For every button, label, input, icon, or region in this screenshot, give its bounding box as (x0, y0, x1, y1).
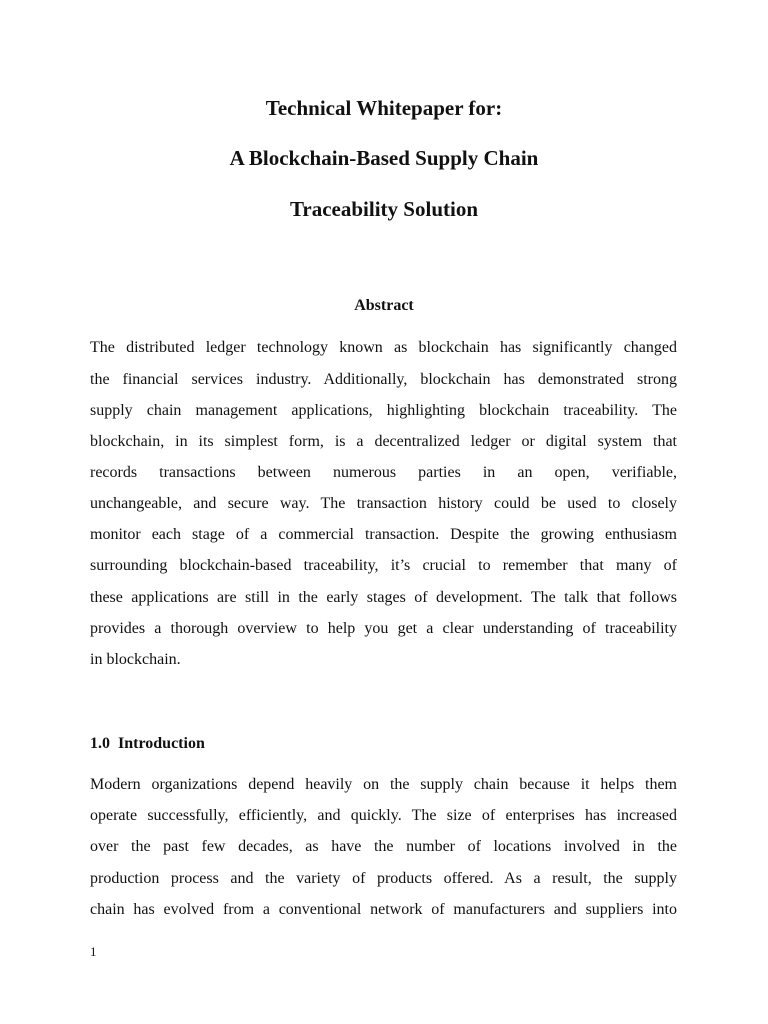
introduction-line-1: Modern organizations depend heavily on the supply chain because it helps them (90, 776, 677, 793)
abstract-line-10: provides a thorough overview to help you get a clear understanding of traceability (90, 620, 677, 637)
introduction-line-3: over the past few decades, as have the number of locations involved in the (90, 838, 677, 855)
page-number: 1 (90, 944, 97, 959)
abstract-line-4: blockchain, in its simplest form, is a decentralized ledger or digital system that (90, 433, 677, 450)
abstract-line-6: unchangeable, and secure way. The transaction history could be used to closely (90, 495, 677, 512)
introduction-heading: 1.0 Introduction (90, 735, 205, 752)
title-line-2: A Blockchain-Based Supply Chain (229, 146, 539, 170)
abstract-line-9: these applications are still in the early stages of development. The talk that follows (90, 589, 677, 606)
title-line-1: Technical Whitepaper for: (265, 96, 503, 120)
abstract-line-11: in blockchain. (90, 651, 181, 668)
abstract-line-7: monitor each stage of a commercial transaction. Despite the growing enthusiasm (90, 526, 677, 543)
title-line-3: Traceability Solution (289, 197, 479, 221)
introduction-line-2: operate successfully, efficiently, and quickly. The size of enterprises has increased (90, 807, 677, 824)
abstract-line-8: surrounding blockchain-based traceability, it’s crucial to remember that many of (90, 557, 677, 574)
abstract-line-1: The distributed ledger technology known as blockchain has significantly changed (90, 339, 677, 356)
abstract-line-2: the financial services industry. Additionally, blockchain has demonstrated strong (90, 371, 677, 388)
introduction-line-4: production process and the variety of products offered. As a result, the supply (90, 870, 677, 887)
abstract-line-5: records transactions between numerous parties in an open, verifiable, (90, 464, 677, 481)
abstract-heading: Abstract (354, 297, 414, 314)
abstract-line-3: supply chain management applications, highlighting blockchain traceability. The (90, 402, 677, 419)
introduction-line-5: chain has evolved from a conventional network of manufacturers and suppliers into (90, 901, 677, 918)
